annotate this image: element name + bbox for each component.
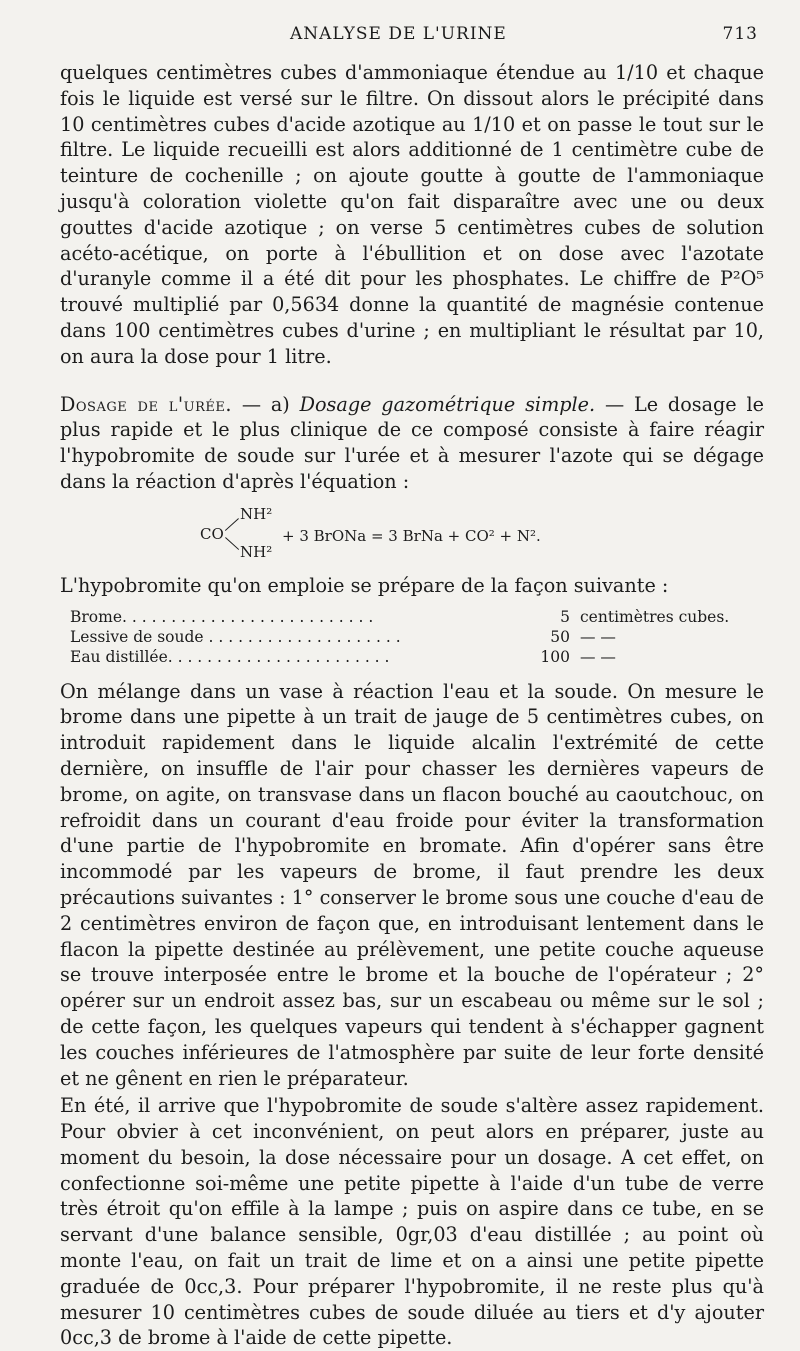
recipe-ingredient: Eau distillée. . . . . . . . . . . . . . . . . . . . . . . — [70, 647, 390, 666]
recipe-row — [70, 607, 730, 627]
recipe-quantity: 100 — [540, 647, 570, 666]
equation-co: CO — [200, 524, 224, 543]
paragraph-procedure: On mélange dans un vase à réaction l'eau et la soude. On mesure le brome dans une pipette à un trait de jauge de 5 centimètres cubes, on introduit rapidement dans le liquide alcalin l'extrémité de cette dernière, on insuffle de l'air pour chasser les dernières vapeurs de brome, on agite, on transvase dans un flacon bouché au caoutchouc, on refroidit dans un courant d'eau froide pour éviter la transformation d'une partie de l'hypobromite en bromate. Afin d'opérer sans être incommodé par les vapeurs de brome, il faut prendre les deux précautions suivantes : 1° conserver le brome sous une couche d'eau de 2 centimètres environ de façon que, en introduisant lentement dans le flacon la pipette destinée au prélèvement, une petite couche aqueuse se trouve interposée entre le brome et la bouche de l'opérateur ; 2° opérer sur un endroit assez bas, sur un escabeau ou même sur le sol ; de cette façon, les quelques vapeurs qui tendent à s'échapper gagnent les couches inférieures de l'atmosphère par suite de leur forte densité et ne gênent en rien le préparateur. — [60, 679, 764, 1090]
section-dash: — a) — [232, 392, 300, 416]
recipe-quantity: 5 — [560, 607, 570, 626]
page-number: 713 — [722, 24, 758, 44]
paragraph-urea-intro — [60, 392, 764, 495]
running-head — [60, 24, 764, 54]
recipe-quantity: 50 — [550, 627, 570, 646]
section-heading: Dosage de l'urée. — [60, 392, 233, 416]
recipe-unit: centimètres cubes. — [580, 607, 730, 626]
equation-nh-top: NH² — [240, 504, 273, 523]
recipe-ingredient: Lessive de soude . . . . . . . . . . . . . . . . . . . . — [70, 627, 401, 646]
section-subtitle: Dosage gazométrique simple. — [299, 392, 596, 416]
bond-line-bottom — [225, 537, 239, 550]
preparation-intro: L'hypobromite qu'on emploie se prépare de la façon suivante : — [60, 573, 669, 597]
recipe-row — [70, 647, 730, 667]
section-body: — Le dosage le plus rapide et le plus clinique de ce composé consiste à faire réagir l'hypobromite de soude sur l'urée et à mesurer l'azote qui se dégage dans la réaction d'après l'équation : — [60, 392, 764, 493]
chemical-equation — [60, 505, 764, 565]
recipe-table — [70, 607, 730, 667]
bond-line-top — [225, 518, 239, 531]
recipe-ingredient: Brome. . . . . . . . . . . . . . . . . . . . . . . . . . — [70, 607, 374, 626]
running-head-title: ANALYSE DE L'URINE — [290, 24, 507, 44]
recipe-unit: — — — [580, 647, 616, 666]
equation-rest: + 3 BrONa = 3 BrNa + CO² + N². — [282, 526, 541, 545]
equation-nh-bottom: NH² — [240, 542, 273, 561]
paragraph-summer: En été, il arrive que l'hypobromite de soude s'altère assez rapidement. Pour obvier à cet inconvénient, on peut alors en préparer, juste au moment du besoin, la dose nécessaire pour un dosage. A cet effet, on confectionne soi-même une petite pipette à l'aide d'un tube de verre très étroit qu'on effile à la lampe ; puis on aspire dans ce tube, en se servant d'une balance sensible, 0gr,03 d'eau distillée ; au point où monte l'eau, on fait un trait de lime et on a ainsi une petite pipette graduée de 0cc,3. Pour préparer l'hypobromite, il ne reste plus qu'à mesurer 10 centimètres cubes de soude diluée au tiers et d'y ajouter 0cc,3 de brome à l'aide de cette pipette. — [60, 1094, 764, 1350]
recipe-row — [70, 627, 730, 647]
paragraph-magnesia: quelques centimètres cubes d'ammoniaque étendue au 1/10 et chaque fois le liquide est versé sur le filtre. On dissout alors le précipité dans 10 centimètres cubes d'acide azotique au 1/10 et on passe le tout sur le filtre. Le liquide recueilli est alors additionné de 1 centimètre cube de teinture de cochenille ; on ajoute goutte à goutte de l'ammoniaque jusqu'à coloration violette qu'on fait disparaître avec une ou deux gouttes d'acide azotique ; on verse 5 centimètres cubes de solution acéto-acétique, on porte à l'ébullition et on dose avec l'azotate d'uranyle comme il a été dit pour les phosphates. Le chiffre de P²O⁵ trouvé multiplié par 0,5634 donne la quantité de magnésie contenue dans 100 centimètres cubes d'urine ; en multipliant le résultat par 10, on aura la dose pour 1 litre. — [60, 61, 764, 368]
recipe-unit: — — — [580, 627, 616, 646]
